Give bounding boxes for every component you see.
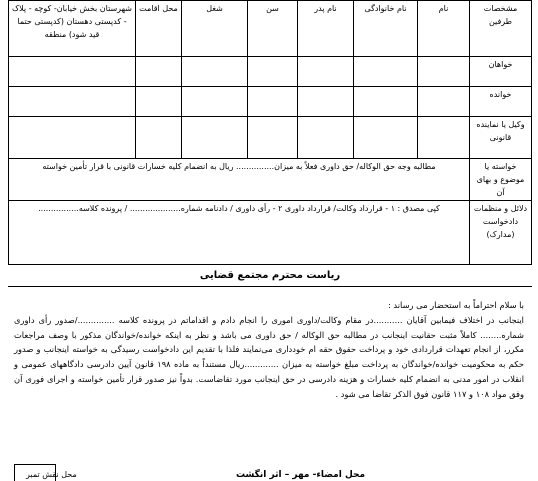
claim-label: خواسته یا موضوع و بهای آن — [470, 159, 532, 201]
plaintiff-address-cell[interactable] — [9, 57, 136, 87]
defendant-age-cell[interactable] — [248, 87, 298, 117]
header-specs: مشخصات طرفین — [470, 1, 532, 57]
lawyer-address-cell[interactable] — [9, 117, 136, 159]
lawyer-job-cell[interactable] — [182, 117, 248, 159]
lawyer-age-cell[interactable] — [248, 117, 298, 159]
defendant-row — [9, 87, 532, 117]
claim-row — [9, 159, 532, 201]
greeting: با سلام احتراماً به استحضار می رساند : — [387, 300, 524, 310]
evidence-row — [9, 201, 532, 265]
header-age: سن — [248, 1, 298, 57]
parties-table — [8, 0, 532, 265]
lawyer-father-cell[interactable] — [298, 117, 354, 159]
plaintiff-job-cell[interactable] — [182, 57, 248, 87]
lawyer-row — [9, 117, 532, 159]
plaintiff-name-cell[interactable] — [418, 57, 470, 87]
header-job: شغل — [182, 1, 248, 57]
lawyer-label: وکیل یا نماینده قانونی — [470, 117, 532, 159]
lawyer-surname-cell[interactable] — [354, 117, 418, 159]
plaintiff-surname-cell[interactable] — [354, 57, 418, 87]
defendant-label: خوانده — [470, 87, 532, 117]
header-row — [9, 1, 532, 57]
plaintiff-label: خواهان — [470, 57, 532, 87]
defendant-surname-cell[interactable] — [354, 87, 418, 117]
defendant-residence-cell[interactable] — [136, 87, 182, 117]
plaintiff-father-cell[interactable] — [298, 57, 354, 87]
defendant-address-cell[interactable] — [9, 87, 136, 117]
page-title: ریاست محترم مجتمع قضایی — [199, 270, 341, 281]
claim-text[interactable]: مطالبه وجه حق الوکاله/ حق داوری فعلاً به میزان............... ریال به انضمام کلیه خسارات قانونی با قرار تأمین خواسته — [9, 159, 470, 201]
petition-body — [14, 298, 524, 402]
plaintiff-age-cell[interactable] — [248, 57, 298, 87]
header-residence: محل اقامت — [136, 1, 182, 57]
header-name: نام — [418, 1, 470, 57]
signature-label: محل امضاء- مهر – اثر انگشت — [236, 470, 366, 480]
plaintiff-residence-cell[interactable] — [136, 57, 182, 87]
defendant-father-cell[interactable] — [298, 87, 354, 117]
evidence-text[interactable]: کپی مصدق : ۱ - قرارداد وکالت/ قرارداد داوری ۲ - رأی داوری / دادنامه شماره.................... / پرونده کلاسه................ — [9, 201, 470, 265]
divider — [8, 286, 532, 287]
plaintiff-row — [9, 57, 532, 87]
fee-stamp-label: محل نقش تمبر — [26, 470, 77, 479]
evidence-label: دلائل و منظمات دادخواست (مدارک) — [470, 201, 532, 265]
lawyer-residence-cell[interactable] — [136, 117, 182, 159]
lawyer-name-cell[interactable] — [418, 117, 470, 159]
header-address: شهرستان بخش خیابان- کوچه - پلاک - کدپستی دهستان (کدپستی حتما قید شود) منطقه — [9, 1, 136, 57]
header-surname: نام خانوادگی — [354, 1, 418, 57]
petition-paragraph[interactable]: اینجانب در اختلاف فیمابین آقایان ...........در مقام وکالت/داوری اموری را انجام دادم و اقداماتم در پرونده کلاسه ............../صدور رأی داوری شماره........ کاملاً مثبت حقانیت اینجانب در مطالبه حق الوکاله / حق داوری می باشد و نظر به اینکه خوانده/خواندگان مذکور با وصف مراجعات مکرر، از انجام تعهدات قراردادی خود و پرداخت حقوق حقه ام خودداری می‌نمایند فلذا با تقدیم این دادخواست رسیدگی به خواسته اینجانب و صدور حکم به محکومیت خوانده/خواندگان به پرداخت مبلغ خواسته به میزان .............ریال مستنداً به ماده ۱۹۸ قانون آیین دادرسی دادگاههای عمومی و انقلاب در امور مدنی به انضمام کلیه خسارات و هزینه دادرسی در حق اینجانب مورد تقاضاست. بدواً نیز صدور قرار تأمین خواسته و اجرای فوری آن وفق مواد ۱۰۸ و ۱۱۷ قانون فوق الذکر تقاضا می شود . — [14, 314, 524, 399]
defendant-name-cell[interactable] — [418, 87, 470, 117]
header-father: نام پدر — [298, 1, 354, 57]
defendant-job-cell[interactable] — [182, 87, 248, 117]
